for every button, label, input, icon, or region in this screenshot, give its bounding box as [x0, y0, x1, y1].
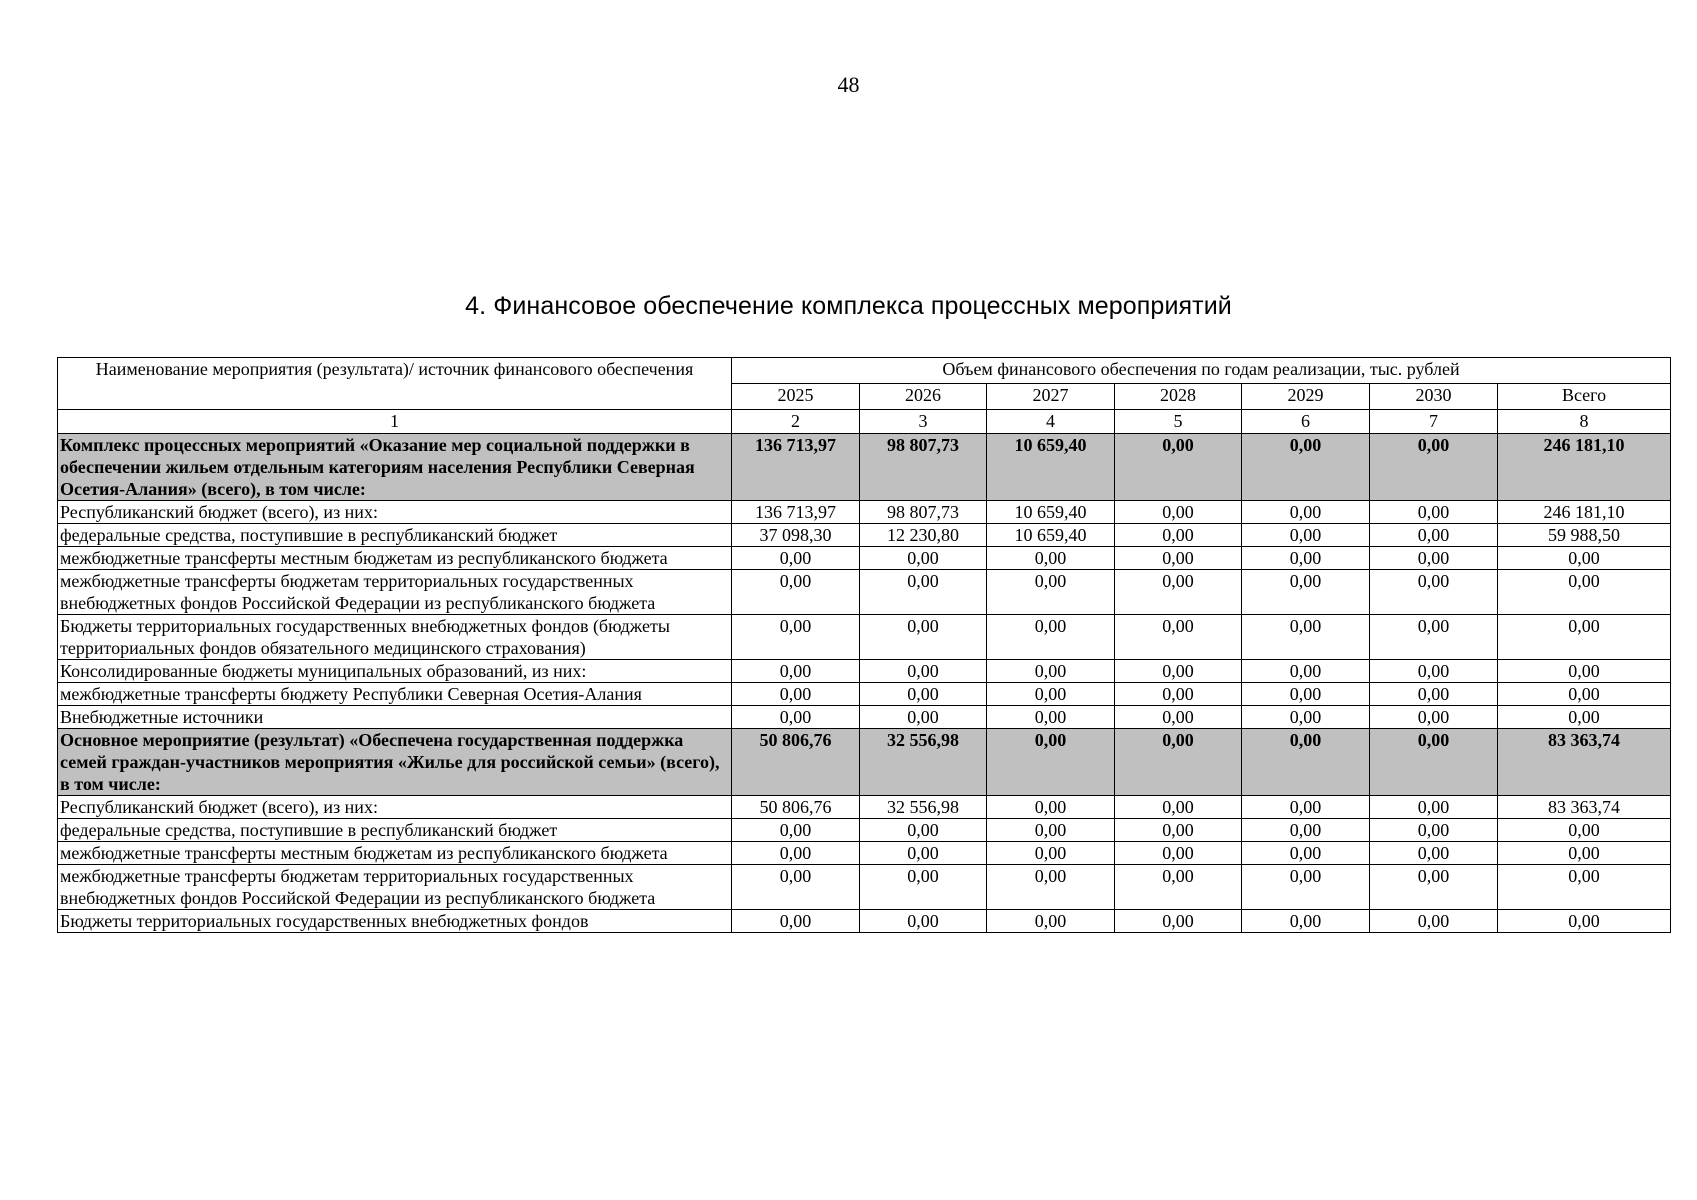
row-year-value: 0,00 [1370, 796, 1498, 819]
row-name: Комплекс процессных мероприятий «Оказание мер социальной поддержки в обеспечении жильем отдельным категориям населения Республики Северная Осетия-Алания» (всего), в том числе: [58, 434, 732, 501]
row-year-value: 0,00 [1370, 729, 1498, 796]
row-year-value: 0,00 [1242, 796, 1370, 819]
row-year-value: 0,00 [1115, 842, 1242, 865]
column-number: 3 [860, 410, 987, 434]
row-total-value: 0,00 [1498, 819, 1671, 842]
row-year-value: 0,00 [732, 819, 860, 842]
row-year-value: 0,00 [987, 615, 1115, 660]
row-year-value: 0,00 [1370, 683, 1498, 706]
column-number: 8 [1498, 410, 1671, 434]
row-year-value: 12 230,80 [860, 524, 987, 547]
row-year-value: 10 659,40 [987, 501, 1115, 524]
row-total-value: 83 363,74 [1498, 796, 1671, 819]
row-year-value: 0,00 [1115, 570, 1242, 615]
row-year-value: 0,00 [987, 683, 1115, 706]
row-year-value: 0,00 [1242, 660, 1370, 683]
row-year-value: 0,00 [860, 910, 987, 933]
row-year-value: 0,00 [1115, 910, 1242, 933]
row-year-value: 0,00 [987, 547, 1115, 570]
row-total-value: 0,00 [1498, 706, 1671, 729]
row-year-value: 0,00 [1115, 865, 1242, 910]
row-year-value: 0,00 [860, 706, 987, 729]
header-year: 2030 [1370, 384, 1498, 410]
row-total-value: 0,00 [1498, 842, 1671, 865]
row-name: Республиканский бюджет (всего), из них: [58, 796, 732, 819]
table-row-section [58, 434, 1671, 501]
row-year-value: 0,00 [1242, 434, 1370, 501]
row-name: межбюджетные трансферты местным бюджетам из республиканского бюджета [58, 547, 732, 570]
row-year-value: 0,00 [987, 570, 1115, 615]
row-total-value: 246 181,10 [1498, 434, 1671, 501]
row-year-value: 0,00 [732, 706, 860, 729]
row-year-value: 0,00 [1115, 615, 1242, 660]
table-row [58, 547, 1671, 570]
column-number: 7 [1370, 410, 1498, 434]
row-year-value: 0,00 [1242, 729, 1370, 796]
column-number: 6 [1242, 410, 1370, 434]
row-year-value: 32 556,98 [860, 729, 987, 796]
row-year-value: 10 659,40 [987, 434, 1115, 501]
row-year-value: 0,00 [1242, 501, 1370, 524]
row-year-value: 0,00 [1115, 547, 1242, 570]
row-year-value: 0,00 [860, 547, 987, 570]
column-number: 2 [732, 410, 860, 434]
row-year-value: 0,00 [1115, 729, 1242, 796]
row-total-value: 0,00 [1498, 615, 1671, 660]
row-year-value: 50 806,76 [732, 796, 860, 819]
section-heading: 4. Финансовое обеспечение комплекса процессных мероприятий [465, 292, 1232, 320]
row-year-value: 0,00 [987, 660, 1115, 683]
row-year-value: 0,00 [1115, 796, 1242, 819]
row-total-value: 0,00 [1498, 660, 1671, 683]
row-year-value: 0,00 [1370, 570, 1498, 615]
table-row [58, 842, 1671, 865]
table-row [58, 706, 1671, 729]
row-name: Республиканский бюджет (всего), из них: [58, 501, 732, 524]
row-year-value: 0,00 [860, 865, 987, 910]
row-year-value: 0,00 [1115, 819, 1242, 842]
row-total-value: 0,00 [1498, 865, 1671, 910]
row-year-value: 0,00 [732, 615, 860, 660]
row-year-value: 0,00 [1242, 524, 1370, 547]
row-year-value: 10 659,40 [987, 524, 1115, 547]
row-year-value: 0,00 [1115, 706, 1242, 729]
table-row-section [58, 729, 1671, 796]
table-row [58, 501, 1671, 524]
table-row [58, 524, 1671, 547]
row-total-value: 246 181,10 [1498, 501, 1671, 524]
header-total: Всего [1498, 384, 1671, 410]
row-year-value: 0,00 [1115, 434, 1242, 501]
row-name: межбюджетные трансферты бюджету Республики Северная Осетия-Алания [58, 683, 732, 706]
row-year-value: 0,00 [1370, 910, 1498, 933]
row-year-value: 136 713,97 [732, 501, 860, 524]
row-name: федеральные средства, поступившие в республиканский бюджет [58, 819, 732, 842]
table-row [58, 819, 1671, 842]
row-name: межбюджетные трансферты бюджетам территориальных государственных внебюджетных фондов Российской Федерации из республиканского бюджета [58, 865, 732, 910]
row-year-value: 0,00 [860, 615, 987, 660]
row-year-value: 0,00 [1370, 615, 1498, 660]
row-total-value: 0,00 [1498, 570, 1671, 615]
row-year-value: 0,00 [1115, 524, 1242, 547]
table-row [58, 865, 1671, 910]
row-year-value: 0,00 [732, 547, 860, 570]
row-year-value: 0,00 [1115, 660, 1242, 683]
row-total-value: 83 363,74 [1498, 729, 1671, 796]
column-number: 5 [1115, 410, 1242, 434]
financing-table [57, 357, 1671, 933]
row-year-value: 0,00 [987, 706, 1115, 729]
row-year-value: 0,00 [987, 796, 1115, 819]
row-year-value: 0,00 [1242, 683, 1370, 706]
row-year-value: 50 806,76 [732, 729, 860, 796]
table-row [58, 615, 1671, 660]
row-name: Бюджеты территориальных государственных внебюджетных фондов (бюджеты территориальных фондов обязательного медицинского страхования) [58, 615, 732, 660]
header-name-column: Наименование мероприятия (результата)/ источник финансового обеспечения [58, 358, 732, 410]
row-year-value: 98 807,73 [860, 434, 987, 501]
row-year-value: 0,00 [1370, 501, 1498, 524]
row-year-value: 0,00 [1370, 524, 1498, 547]
row-year-value: 0,00 [732, 910, 860, 933]
header-year: 2029 [1242, 384, 1370, 410]
row-year-value: 0,00 [1115, 683, 1242, 706]
row-year-value: 0,00 [1370, 547, 1498, 570]
row-year-value: 0,00 [732, 570, 860, 615]
row-year-value: 0,00 [1242, 819, 1370, 842]
row-year-value: 0,00 [987, 865, 1115, 910]
row-name: межбюджетные трансферты бюджетам территориальных государственных внебюджетных фондов Российской Федерации из республиканского бюджета [58, 570, 732, 615]
row-year-value: 0,00 [732, 842, 860, 865]
row-year-value: 0,00 [1242, 706, 1370, 729]
row-year-value: 0,00 [1242, 547, 1370, 570]
table-row [58, 570, 1671, 615]
table-row [58, 796, 1671, 819]
row-name: Основное мероприятие (результат) «Обеспечена государственная поддержка семей граждан-участников мероприятия «Жилье для российской семьи» (всего), в том числе: [58, 729, 732, 796]
row-total-value: 0,00 [1498, 547, 1671, 570]
row-year-value: 0,00 [732, 683, 860, 706]
row-year-value: 0,00 [1242, 910, 1370, 933]
row-year-value: 0,00 [732, 865, 860, 910]
row-year-value: 0,00 [1370, 865, 1498, 910]
row-year-value: 98 807,73 [860, 501, 987, 524]
row-year-value: 0,00 [1370, 434, 1498, 501]
row-year-value: 0,00 [860, 842, 987, 865]
row-year-value: 0,00 [987, 819, 1115, 842]
table-row [58, 660, 1671, 683]
header-year: 2027 [987, 384, 1115, 410]
header-volume: Объем финансового обеспечения по годам реализации, тыс. рублей [732, 358, 1671, 384]
row-year-value: 0,00 [987, 729, 1115, 796]
row-year-value: 0,00 [1242, 865, 1370, 910]
row-year-value: 0,00 [1370, 706, 1498, 729]
row-year-value: 0,00 [1115, 501, 1242, 524]
table-row [58, 910, 1671, 933]
row-year-value: 0,00 [987, 910, 1115, 933]
row-year-value: 37 098,30 [732, 524, 860, 547]
row-year-value: 0,00 [987, 842, 1115, 865]
row-total-value: 0,00 [1498, 683, 1671, 706]
row-year-value: 0,00 [1370, 660, 1498, 683]
row-total-value: 0,00 [1498, 910, 1671, 933]
row-total-value: 59 988,50 [1498, 524, 1671, 547]
row-name: Бюджеты территориальных государственных внебюджетных фондов [58, 910, 732, 933]
header-year: 2028 [1115, 384, 1242, 410]
row-year-value: 0,00 [1242, 615, 1370, 660]
row-year-value: 0,00 [860, 660, 987, 683]
row-name: Консолидированные бюджеты муниципальных образований, из них: [58, 660, 732, 683]
header-year: 2026 [860, 384, 987, 410]
row-name: Внебюджетные источники [58, 706, 732, 729]
row-year-value: 0,00 [1370, 842, 1498, 865]
row-year-value: 0,00 [860, 819, 987, 842]
header-year: 2025 [732, 384, 860, 410]
row-year-value: 0,00 [1242, 570, 1370, 615]
row-year-value: 0,00 [860, 683, 987, 706]
column-number: 4 [987, 410, 1115, 434]
row-year-value: 136 713,97 [732, 434, 860, 501]
page-number: 48 [837, 72, 860, 97]
row-year-value: 0,00 [860, 570, 987, 615]
row-name: межбюджетные трансферты местным бюджетам из республиканского бюджета [58, 842, 732, 865]
row-name: федеральные средства, поступившие в республиканский бюджет [58, 524, 732, 547]
row-year-value: 32 556,98 [860, 796, 987, 819]
table-row [58, 683, 1671, 706]
row-year-value: 0,00 [732, 660, 860, 683]
column-number: 1 [58, 410, 732, 434]
row-year-value: 0,00 [1370, 819, 1498, 842]
row-year-value: 0,00 [1242, 842, 1370, 865]
